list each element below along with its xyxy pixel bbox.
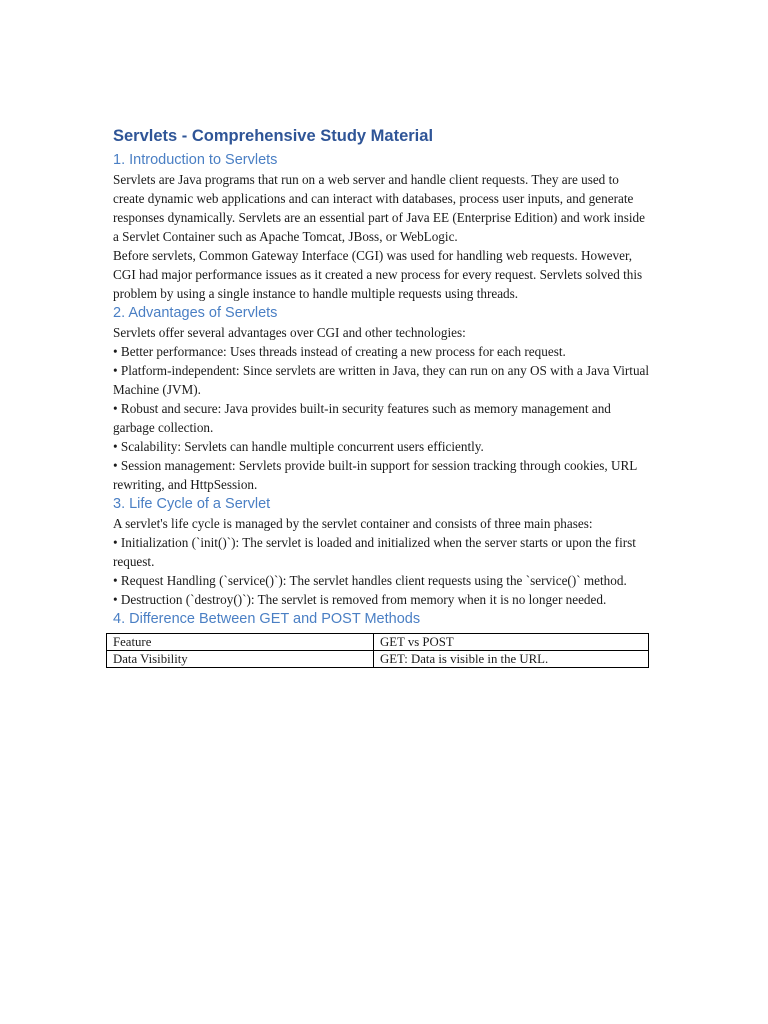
section-get-vs-post	[113, 609, 653, 668]
document-page	[113, 124, 653, 668]
comparison-table	[106, 633, 649, 668]
bullet-item: • Destruction (`destroy()`): The servlet is removed from memory when it is no longer needed.	[113, 592, 607, 607]
section-life-cycle	[113, 494, 653, 609]
table-row	[107, 651, 649, 668]
table-cell: Data Visibility	[107, 651, 374, 668]
section-intro: Servlets offer several advantages over CGI and other technologies:	[113, 325, 466, 340]
table-header-cell: GET vs POST	[374, 634, 649, 651]
section-heading: 2. Advantages of Servlets	[113, 305, 278, 321]
section-heading: 4. Difference Between GET and POST Methods	[113, 611, 421, 627]
section-heading: 1. Introduction to Servlets	[113, 152, 278, 168]
document-title: Servlets - Comprehensive Study Material	[113, 127, 434, 145]
section-introduction	[113, 150, 653, 303]
bullet-item: • Initialization (`init()`): The servlet is loaded and initialized when the server starts or upon the first request.	[113, 535, 636, 569]
table-header-cell: Feature	[107, 634, 374, 651]
section-advantages	[113, 303, 653, 494]
bullet-item: • Better performance: Uses threads instead of creating a new process for each request.	[113, 344, 566, 359]
paragraph: Servlets are Java programs that run on a web server and handle client requests. They are used to create dynamic web applications and can interact with databases, process user inputs, and generate responses dynamically. Servlets are an essential part of Java EE (Enterprise Edition) and work inside a Servlet Container such as Apache Tomcat, JBoss, or WebLogic.	[113, 172, 645, 244]
bullet-item: • Session management: Servlets provide built-in support for session tracking through cookies, URL rewriting, and HttpSession.	[113, 458, 637, 492]
bullet-item: • Scalability: Servlets can handle multiple concurrent users efficiently.	[113, 439, 484, 454]
paragraph: Before servlets, Common Gateway Interface (CGI) was used for handling web requests. However, CGI had major performance issues as it created a new process for every request. Servlets solved this problem by using a single instance to handle multiple requests using threads.	[113, 248, 643, 301]
section-heading: 3. Life Cycle of a Servlet	[113, 496, 271, 512]
table-cell: GET: Data is visible in the URL.	[374, 651, 649, 668]
table-header-row	[107, 634, 649, 651]
bullet-item: • Robust and secure: Java provides built-in security features such as memory management and garbage collection.	[113, 401, 611, 435]
bullet-item: • Request Handling (`service()`): The servlet handles client requests using the `service()` method.	[113, 573, 627, 588]
section-intro: A servlet's life cycle is managed by the servlet container and consists of three main phases:	[113, 516, 593, 531]
bullet-item: • Platform-independent: Since servlets are written in Java, they can run on any OS with a Java Virtual Machine (JVM).	[113, 363, 650, 397]
